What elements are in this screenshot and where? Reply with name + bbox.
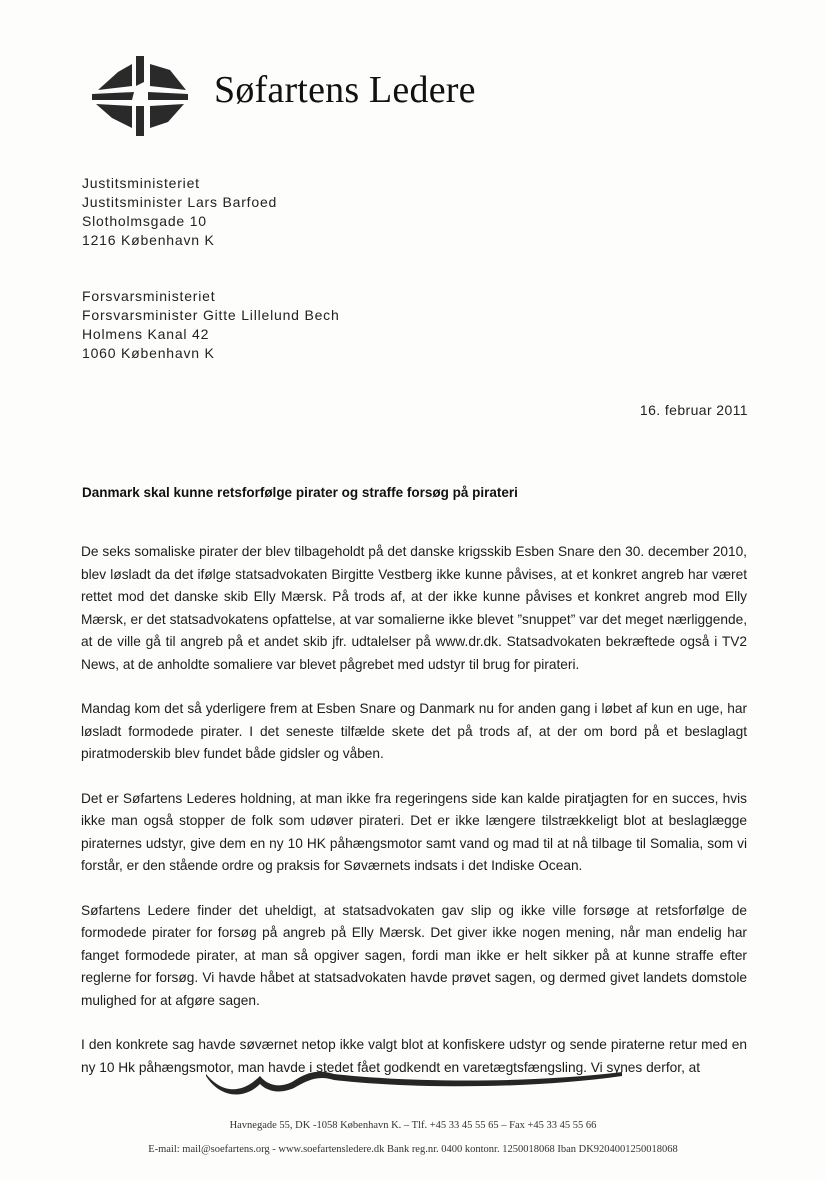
address-line: Justitsministeriet bbox=[82, 175, 200, 191]
body-paragraph: Søfartens Ledere finder det uheldigt, at statsadvokaten gav slip og ikke ville forsøge at retsforfølge de formodede pirater for forsøg på angreb på Elly Mærsk. Det giver ikke nogen mening, når man endelig har fanget formodede pirater, at man så opgiver sagen, fordi man ikke er helt sikker på at kunne straffe efter reglerne for forsøg. Vi havde håbet at statsadvokaten havde prøvet sagen, og dermed givet landets domstole mulighed for at afgøre sagen. bbox=[81, 902, 747, 1008]
body-paragraph: Mandag kom det så yderligere frem at Esben Snare og Danmark nu for anden gang i løbet af kun en uge, har løsladt formodede pirater. I det seneste tilfælde skete det på trods af, at der om bord på et beslaglagt piratmoderskib blev fundet både gidsler og våben. bbox=[81, 701, 747, 761]
footer-address: Havnegade 55, DK -1058 København K. – Tlf. +45 33 45 55 65 – Fax +45 33 45 55 66 bbox=[229, 1120, 597, 1131]
address-line: 1060 København K bbox=[82, 345, 215, 361]
body-paragraph: De seks somaliske pirater der blev tilbageholdt på det danske krigsskib Esben Snare den 30. december 2010, blev løsladt da det ifølge statsadvokaten Birgitte Vestberg ikke kunne påvises, at et konkret angreb har været rettet mod det danske skib Elly Mærsk. På trods af, at der ikke kunne påvises et konkret angreb mod Elly Mærsk, er det statsadvokatens opfattelse, at var somalierne ikke blevet ”snuppet” var det meget nærliggende, at de ville gå til angreb på et andet skib jfr. udtalelser på www.dr.dk. Statsadvokaten bekræftede også i TV2 News, at de anholdte somaliere var blevet pågrebet med udstyr til brug for pirateri. bbox=[81, 544, 747, 672]
footer-contact: E-mail: mail@soefartens.org - www.soefartensledere.dk Bank reg.nr. 0400 kontonr. 1250018068 Iban DK9204001250018068 bbox=[148, 1144, 678, 1155]
address-line: Justitsminister Lars Barfoed bbox=[82, 194, 278, 210]
wave-divider-icon bbox=[204, 1062, 624, 1098]
organization-name: Søfartens Ledere bbox=[214, 69, 476, 111]
recipient-address-justice bbox=[82, 174, 277, 250]
letter-body bbox=[81, 541, 747, 1101]
letter-date: 16. februar 2011 bbox=[639, 402, 748, 418]
recipient-address-defence bbox=[82, 287, 340, 363]
letter-subject: Danmark skal kunne retsforfølge pirater og straffe forsøg på pirateri bbox=[82, 485, 518, 500]
compass-star-icon bbox=[92, 56, 188, 136]
address-line: 1216 København K bbox=[82, 232, 215, 248]
body-paragraph: I den konkrete sag havde søværnet netop ikke valgt blot at konfiskere udstyr og sende piraterne retur med en ny 10 Hk påhængsmotor, man havde i stedet fået godkendt en varetægtsfængsling. Vi synes derfor, at bbox=[81, 1037, 747, 1075]
body-paragraph: Det er Søfartens Lederes holdning, at man ikke fra regeringens side kan kalde piratjagten for en succes, hvis ikke man også stopper de folk som udøver pirateri. Det er ikke længere tilstrækkeligt blot at beslaglægge piraternes udstyr, give dem en ny 10 HK påhængsmotor samt vand og mad til at nå tilbage til Somalia, som vi forstår, er den stående ordre og praksis for Søværnets indsats i det Indiske Ocean. bbox=[81, 790, 747, 873]
address-line: Forsvarsministeriet bbox=[82, 288, 216, 304]
address-line: Slotholmsgade 10 bbox=[82, 213, 207, 229]
address-line: Holmens Kanal 42 bbox=[82, 326, 210, 342]
address-line: Forsvarsminister Gitte Lillelund Bech bbox=[82, 307, 340, 323]
